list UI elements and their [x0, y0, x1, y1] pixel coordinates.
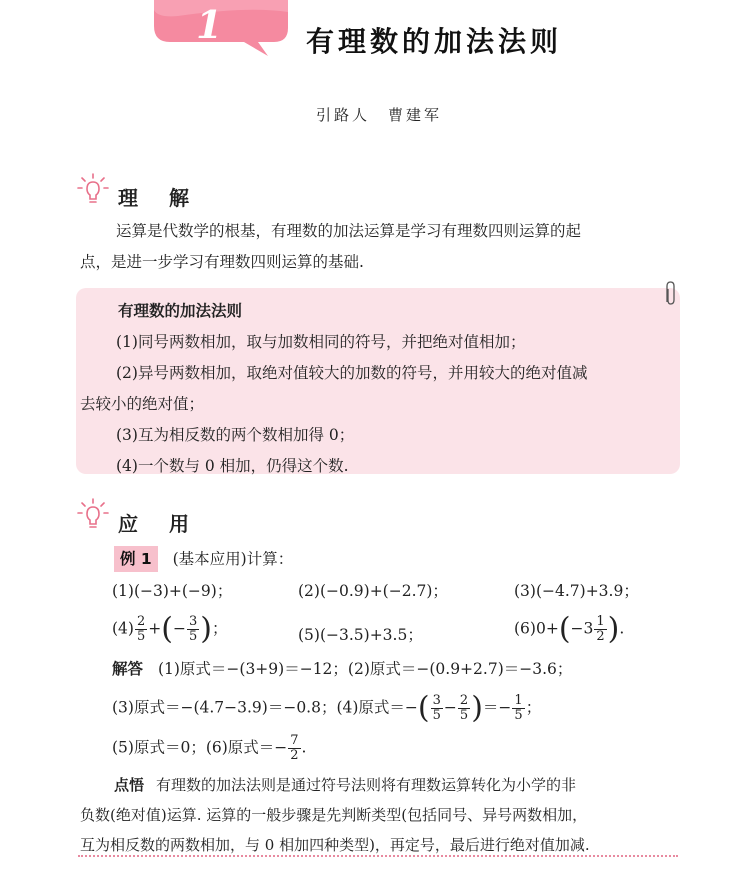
- problem-4-label: (4): [112, 619, 134, 638]
- author-line: 引路人 曹建军: [316, 106, 443, 124]
- semicolon: ；: [211, 619, 228, 638]
- fraction: [288, 734, 300, 763]
- section-heading-apply: 应 用: [118, 512, 201, 536]
- fraction-denominator: 2: [596, 629, 605, 644]
- problem-6: (6)0+(−3 $\frac{1}{2}$ ).: [514, 611, 625, 647]
- fraction-denominator: 5: [188, 629, 198, 644]
- lightbulb-icon: [76, 497, 110, 531]
- mixed-whole: −3: [570, 619, 594, 638]
- minus-sign: −: [172, 619, 186, 638]
- rules-list: [80, 296, 676, 482]
- fraction-numerator: 1: [596, 614, 605, 629]
- problem-1: (1)(−3)+(−9)；: [112, 582, 233, 600]
- problem-4: (4) $\frac{2}{5}$ +(− $\frac{3}{5}$ )；: [112, 611, 228, 647]
- solution-line-2: (3)原式＝−(4.7−3.9)＝−0.8；(4)原式＝−( $\frac{3}{5}$ − $\frac{2}{5}$ )＝− $\frac{1}{5}$ ；: [112, 690, 542, 726]
- fraction-numerator: 1: [514, 693, 523, 708]
- fraction-denominator: 5: [459, 708, 469, 723]
- solution-text-1: (1)原式＝−(3+9)＝−12；(2)原式＝−(0.9+2.7)＝−3.6；: [157, 660, 573, 678]
- fraction-numerator: 3: [188, 614, 198, 629]
- fraction: [594, 615, 606, 644]
- solution-line-1: [112, 656, 572, 682]
- equals-sign: ＝−: [482, 698, 512, 717]
- insight-line-3: 互为相反数的两数相加，与 0 相加四种类型)，再定号，最后进行绝对值加减.: [80, 836, 590, 854]
- rule-3: (3)互为相反数的两个数相加得 0；: [116, 426, 355, 444]
- intro-paragraph: [80, 216, 680, 278]
- problem-2: (2)(−0.9)+(−2.7)；: [298, 582, 448, 600]
- solution-text-3: (5)原式＝0；(6)原式＝−: [112, 738, 288, 757]
- fraction-numerator: 2: [459, 693, 469, 708]
- insight-tag: 点悟: [114, 776, 145, 794]
- plus-sign: +: [148, 619, 162, 638]
- fraction-denominator: 5: [432, 708, 441, 723]
- fraction-numerator: 3: [432, 693, 441, 708]
- solution-line-3: [112, 734, 306, 763]
- rules-heading: 有理数的加法法则: [118, 302, 243, 320]
- fraction-numerator: 7: [290, 733, 299, 748]
- period: .: [301, 738, 307, 757]
- insight-line-1: 有理数的加法法则是通过符号法则将有理数运算转化为小学的非: [156, 776, 577, 794]
- semicolon: ；: [525, 698, 542, 717]
- fraction: [431, 694, 443, 723]
- fraction: [187, 615, 199, 644]
- example-tag: 例 1: [114, 546, 158, 572]
- insight-line-2: 负数(绝对值)运算. 运算的一般步骤是先判断类型(包括同号、异号两数相加，: [80, 806, 588, 824]
- dotted-divider: [78, 855, 678, 857]
- minus-sign: −: [443, 698, 457, 717]
- rule-4: (4)一个数与 0 相加，仍得这个数.: [116, 457, 349, 475]
- example-prompt: (基本应用)计算：: [172, 550, 294, 568]
- lightbulb-icon: [76, 172, 110, 206]
- fraction-denominator: 5: [514, 708, 523, 723]
- problem-3: (3)(−4.7)+3.9；: [514, 582, 639, 600]
- solution-tag: 解答: [112, 660, 144, 678]
- rule-1: (1)同号两数相加，取与加数相同的符号，并把绝对值相加；: [116, 333, 526, 351]
- example-header: [114, 546, 293, 572]
- problem-5: (5)(−3.5)+3.5；: [298, 626, 423, 644]
- insight-paragraph: [80, 770, 680, 860]
- problem-6-label: (6)0+: [514, 619, 559, 638]
- fraction: [135, 615, 147, 644]
- chapter-title: 有理数的加法法则: [306, 25, 563, 58]
- section-heading-understand: 理 解: [118, 186, 201, 210]
- period: .: [619, 619, 625, 638]
- rule-2b: 去较小的绝对值；: [80, 395, 205, 413]
- rule-2a: (2)异号两数相加，取绝对值较大的加数的符号，并用较大的绝对值减: [116, 364, 588, 382]
- chapter-number: 1: [196, 2, 223, 47]
- fraction-denominator: 2: [290, 748, 299, 763]
- fraction-numerator: 2: [136, 614, 146, 629]
- fraction: [458, 694, 470, 723]
- fraction-denominator: 5: [136, 629, 146, 644]
- intro-line-1: 运算是代数学的根基，有理数的加法运算是学习有理数四则运算的起: [116, 222, 582, 240]
- fraction: [512, 694, 524, 723]
- solution-text-2: (3)原式＝−(4.7−3.9)＝−0.8；(4)原式＝−: [112, 698, 418, 717]
- intro-line-2: 点，是进一步学习有理数四则运算的基础.: [80, 253, 364, 271]
